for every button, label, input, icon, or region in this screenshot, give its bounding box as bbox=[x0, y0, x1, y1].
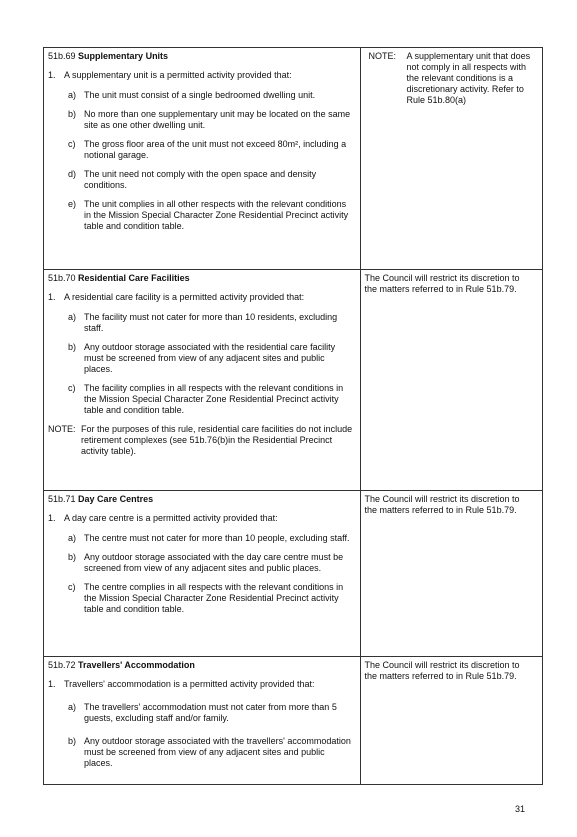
condition-label: a) bbox=[68, 90, 77, 100]
condition-label: a) bbox=[68, 533, 77, 543]
rule-cell bbox=[44, 491, 361, 657]
condition-text: Any outdoor storage associated with the residential care facility must be screened from view of any adjacent sites and public places. bbox=[84, 342, 336, 374]
rule-heading bbox=[48, 660, 356, 671]
page-number: 31 bbox=[515, 804, 526, 814]
condition-label: c) bbox=[68, 139, 76, 149]
rule-title: Residential Care Facilities bbox=[78, 273, 190, 283]
rule-cell bbox=[44, 48, 361, 270]
rule-number: 51b.71 bbox=[48, 494, 76, 504]
rule-heading bbox=[48, 273, 356, 284]
condition-item bbox=[68, 169, 356, 191]
rule-note bbox=[365, 51, 539, 106]
condition-label: b) bbox=[68, 109, 77, 119]
note-text: A supplementary unit that does not comply in all respects with the relevant conditions is a discretionary activity. Refer to Rule 51b.80(a) bbox=[406, 51, 531, 105]
condition-item bbox=[68, 312, 356, 334]
condition-text: The unit complies in all other respects with the relevant conditions in the Mission Special Character Zone Residential Precinct activity table and condition table. bbox=[84, 199, 349, 231]
rule-row-residential-care-facilities bbox=[44, 270, 543, 491]
condition-item bbox=[68, 342, 356, 375]
condition-text: The travellers' accommodation must not cater from more than 5 guests, excluding staff and/or family. bbox=[84, 702, 337, 723]
condition-item bbox=[68, 552, 356, 574]
condition-text: Any outdoor storage associated with the day care centre must be screened from view of any adjacent sites and public places. bbox=[84, 552, 344, 573]
rule-number: 51b.72 bbox=[48, 660, 76, 670]
rules-table bbox=[43, 47, 543, 785]
note-text: For the purposes of this rule, residential care facilities do not include retirement complexes (see 51b.76(b)in the Residential Precinct activity table). bbox=[81, 424, 353, 456]
condition-label: d) bbox=[68, 169, 77, 179]
rule-note-cell bbox=[360, 48, 543, 270]
condition-text: The centre must not cater for more than 10 people, excluding staff. bbox=[84, 533, 350, 543]
condition-text: The unit must consist of a single bedroomed dwelling unit. bbox=[84, 90, 316, 100]
note-label: NOTE: bbox=[368, 51, 397, 61]
intro-text: A supplementary unit is a permitted activity provided that: bbox=[64, 70, 292, 80]
rule-intro bbox=[48, 513, 356, 524]
condition-label: e) bbox=[68, 199, 77, 209]
condition-label: b) bbox=[68, 736, 77, 746]
condition-item bbox=[68, 199, 356, 232]
intro-number: 1. bbox=[48, 292, 56, 302]
rule-discretion-cell bbox=[360, 270, 543, 491]
condition-text: The gross floor area of the unit must not exceed 80m², including a notional garage. bbox=[84, 139, 347, 160]
condition-item bbox=[68, 109, 356, 131]
condition-item bbox=[68, 383, 356, 416]
intro-number: 1. bbox=[48, 679, 56, 689]
intro-text: A day care centre is a permitted activity provided that: bbox=[64, 513, 278, 523]
rule-row-travellers-accommodation bbox=[44, 657, 543, 785]
rule-cell bbox=[44, 270, 361, 491]
condition-item bbox=[68, 139, 356, 161]
discretion-text: The Council will restrict its discretion to the matters referred to in Rule 51b.79. bbox=[364, 273, 520, 294]
condition-label: a) bbox=[68, 702, 77, 712]
condition-item bbox=[68, 90, 356, 101]
rule-intro bbox=[48, 679, 356, 690]
condition-item bbox=[68, 702, 356, 724]
discretion-text: The Council will restrict its discretion to the matters referred to in Rule 51b.79. bbox=[364, 660, 520, 681]
rule-discretion-cell bbox=[360, 657, 543, 785]
rule-discretion-cell bbox=[360, 491, 543, 657]
intro-text: A residential care facility is a permitted activity provided that: bbox=[64, 292, 305, 302]
condition-label: b) bbox=[68, 342, 77, 352]
intro-text: Travellers' accommodation is a permitted activity provided that: bbox=[64, 679, 315, 689]
discretion-text: The Council will restrict its discretion to the matters referred to in Rule 51b.79. bbox=[364, 494, 520, 515]
rule-title: Travellers' Accommodation bbox=[78, 660, 195, 670]
intro-number: 1. bbox=[48, 70, 56, 80]
condition-text: The centre complies in all respects with the relevant conditions in the Mission Special Character Zone Residential Precinct activity table and condition table. bbox=[84, 582, 344, 614]
rule-note bbox=[48, 424, 356, 457]
rule-row-supplementary-units bbox=[44, 48, 543, 270]
intro-number: 1. bbox=[48, 513, 56, 523]
rule-heading bbox=[48, 51, 356, 62]
condition-label: c) bbox=[68, 582, 76, 592]
note-label: NOTE: bbox=[48, 424, 76, 434]
rule-number: 51b.70 bbox=[48, 273, 76, 283]
condition-label: b) bbox=[68, 552, 77, 562]
rule-row-day-care-centres bbox=[44, 491, 543, 657]
condition-label: c) bbox=[68, 383, 76, 393]
rule-heading bbox=[48, 494, 356, 505]
condition-label: a) bbox=[68, 312, 77, 322]
rule-intro bbox=[48, 292, 356, 303]
condition-text: Any outdoor storage associated with the travellers' accommodation must be screened from view of any adjacent sites and public places. bbox=[84, 736, 351, 768]
rule-title: Day Care Centres bbox=[78, 494, 154, 504]
condition-item bbox=[68, 736, 356, 769]
rule-cell bbox=[44, 657, 361, 785]
condition-item bbox=[68, 582, 356, 615]
condition-text: The facility complies in all respects with the relevant conditions in the Mission Special Character Zone Residential Precinct activity table and condition table. bbox=[84, 383, 344, 415]
rule-number: 51b.69 bbox=[48, 51, 76, 61]
condition-text: The facility must not cater for more than 10 residents, excluding staff. bbox=[84, 312, 338, 333]
rule-title: Supplementary Units bbox=[78, 51, 169, 61]
condition-text: No more than one supplementary unit may be located on the same site as one other dwelling unit. bbox=[84, 109, 351, 130]
condition-item bbox=[68, 533, 356, 544]
rule-intro bbox=[48, 70, 356, 81]
condition-text: The unit need not comply with the open space and density conditions. bbox=[84, 169, 317, 190]
